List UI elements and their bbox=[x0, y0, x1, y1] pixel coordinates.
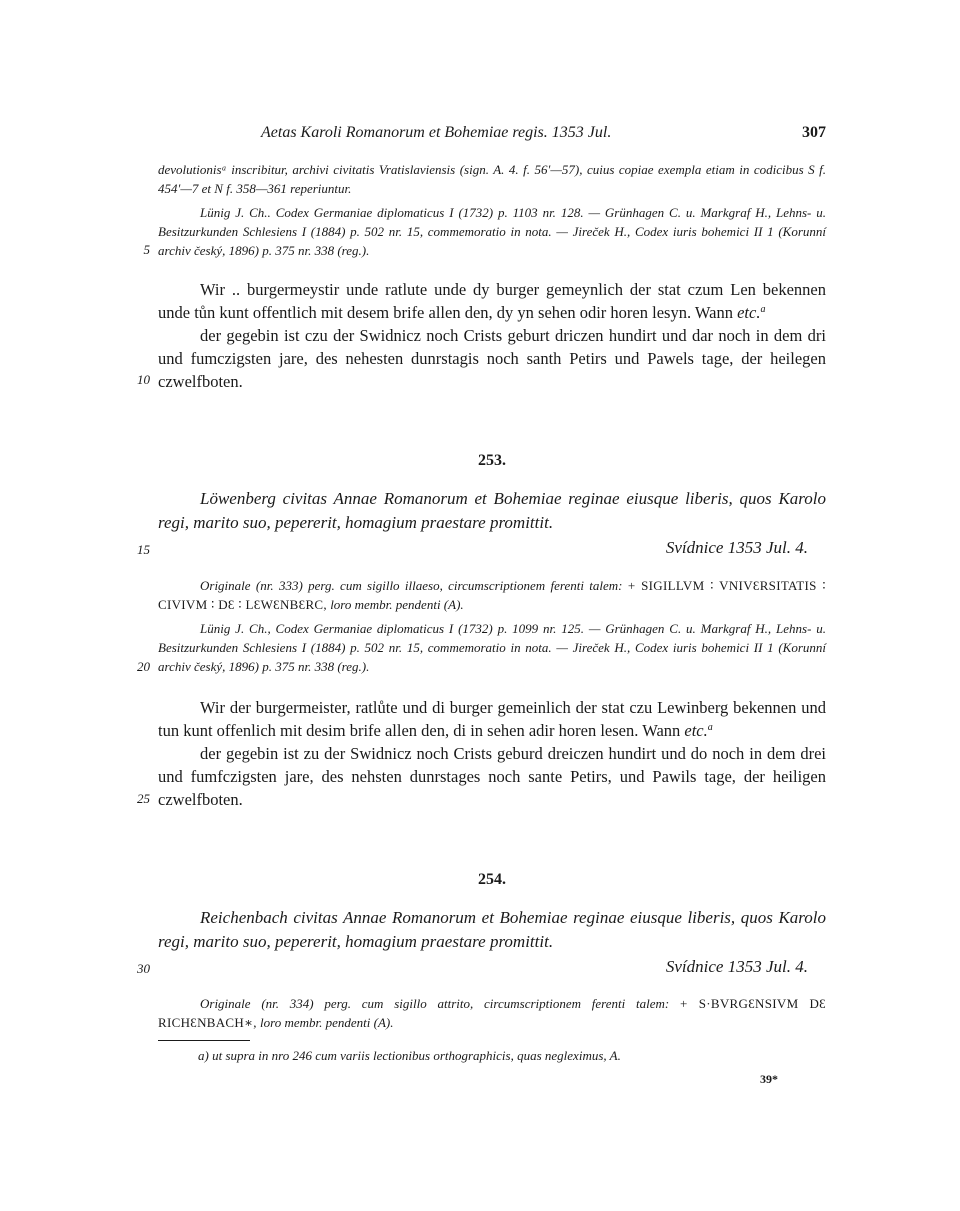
document-number-253: 253. bbox=[478, 452, 506, 469]
line-number-15: 15 bbox=[137, 542, 150, 557]
apparatus-254-original bbox=[158, 994, 826, 1032]
running-head bbox=[158, 124, 826, 144]
text-253-etc: etc. bbox=[684, 721, 708, 740]
apparatus-254 bbox=[158, 994, 826, 1037]
line-number-30: 30 bbox=[137, 961, 150, 976]
footnote-mark: a bbox=[760, 304, 766, 315]
apparatus-254-orig-text: Originale (nr. 334) perg. cum sigillo attrito, circumscriptionem ferenti talem: bbox=[200, 996, 670, 1011]
text-252-para-2: der gegebin ist czu der Swidnicz noch Crists geburt driczen hundirt und dar noch in dem dri und fumczigsten jare, des nehesten dunrstagis noch santh Petirs und Pawels tage, der heilegen czwelfboten. bbox=[158, 326, 826, 391]
text-252-etc: etc. bbox=[737, 303, 761, 322]
seal-legend-254: + S·BVRGƐNSIVM DƐ RICHƐNBACH∗, bbox=[158, 996, 827, 1030]
dateline-254: Svídnice 1353 Jul. 4. bbox=[665, 957, 808, 976]
text-253-para-1 bbox=[158, 696, 826, 742]
top-apparatus bbox=[158, 160, 826, 265]
text-253 bbox=[158, 696, 826, 811]
line-number-10: 10 bbox=[137, 372, 150, 387]
dateline-253: Svídnice 1353 Jul. 4. bbox=[665, 538, 808, 557]
page-number: 307 bbox=[802, 124, 826, 141]
apparatus-editions: Lünig J. Ch.. Codex Germaniae diplomaticus I (1732) p. 1103 nr. 128. — Grünhagen C. u. Markgraf H., Lehns- u. Besitzurkunden Schlesiens I (1884) p. 502 nr. 15, commemoratio in nota. — Jireček H., Codex iuris bohemici II 1 (Korunní archiv český, 1896) p. 375 nr. 338 (reg.). bbox=[158, 205, 826, 258]
line-number-25: 25 bbox=[137, 791, 150, 806]
regest-254 bbox=[158, 906, 826, 954]
text-253-para-2: der gegebin ist zu der Swidnicz noch Crists geburd dreiczen hundirt und do noch in dem drei und fumfczigsten jare, des nehsten dunrstages noch sante Petirs, und Pawils tage, der heiligen czwelfboten. bbox=[158, 744, 826, 809]
footnote-a: a) ut supra in nro 246 cum variis lectionibus orthographicis, quas negleximus, A. bbox=[198, 1048, 621, 1063]
footnote-mark: a bbox=[707, 722, 713, 733]
apparatus-253-orig-tail: loro membr. pendenti (A). bbox=[330, 597, 464, 612]
apparatus-253-editions: Lünig J. Ch., Codex Germaniae diplomaticus I (1732) p. 1099 nr. 125. — Grünhagen C. u. Markgraf H., Lehns- u. Besitzurkunden Schlesiens I (1884) p. 502 nr. 15, commemoratio in nota. — Jireček H., Codex iuris bohemici II 1 (Korunní archiv český, 1896) p. 375 nr. 338 (reg.). bbox=[158, 621, 826, 674]
document-number-254: 254. bbox=[478, 871, 506, 888]
text-252-p1: Wir .. burgermeystir unde ratlute unde dy burger gemeynlich der stat czum Len bekennen unde tůn kunt offentlich mit desem brife allen den, dy yn sehen odir horen lesyn. Wann bbox=[158, 280, 826, 322]
regest-254-text: Reichenbach civitas Annae Romanorum et Bohemiae reginae eiusque liberis, quos Karolo regi, marito suo, pepererit, homagium praestare promittit. bbox=[158, 908, 826, 951]
text-252-para-1 bbox=[158, 278, 826, 324]
text-253-p1: Wir der burgermeister, ratlůte und di burger gemeinlich der stat czu Lewinberg bekennen und tun kunt offenlich mit desim brife allen den, di in sehen adir horen lesen. Wann bbox=[158, 698, 826, 740]
apparatus-253 bbox=[158, 576, 826, 681]
apparatus-archive-note: devolutionisᵃ inscribitur, archivi civitatis Vratislaviensis (sign. A. 4. f. 56′—57), cuius copiae exempla etiam in codicibus S f. 454′—7 et N f. 358—361 reperiuntur. bbox=[158, 162, 826, 196]
text-252 bbox=[158, 278, 826, 393]
footnote-rule bbox=[158, 1040, 250, 1041]
regest-253 bbox=[158, 487, 826, 535]
apparatus-253-orig-text: Originale (nr. 333) perg. cum sigillo illaeso, circumscriptionem ferenti talem: bbox=[200, 578, 623, 593]
line-number-5: 5 bbox=[143, 242, 150, 257]
signature-mark: 39* bbox=[760, 1072, 778, 1086]
apparatus-254-orig-tail: loro membr. pendenti (A). bbox=[260, 1015, 394, 1030]
line-number-20: 20 bbox=[137, 659, 150, 674]
seal-legend-253: + SIGILLVM ∶ VNIVƐRSITATIS ∶ CIVIVM ∶ DƐ ∶ LƐWƐNBƐRC, bbox=[158, 578, 826, 612]
regest-253-text: Löwenberg civitas Annae Romanorum et Bohemiae reginae eiusque liberis, quos Karolo regi, marito suo, pepererit, homagium praestare promittit. bbox=[158, 489, 826, 532]
running-title: Aetas Karoli Romanorum et Bohemiae regis. 1353 Jul. bbox=[261, 124, 612, 141]
apparatus-253-original bbox=[158, 576, 826, 614]
